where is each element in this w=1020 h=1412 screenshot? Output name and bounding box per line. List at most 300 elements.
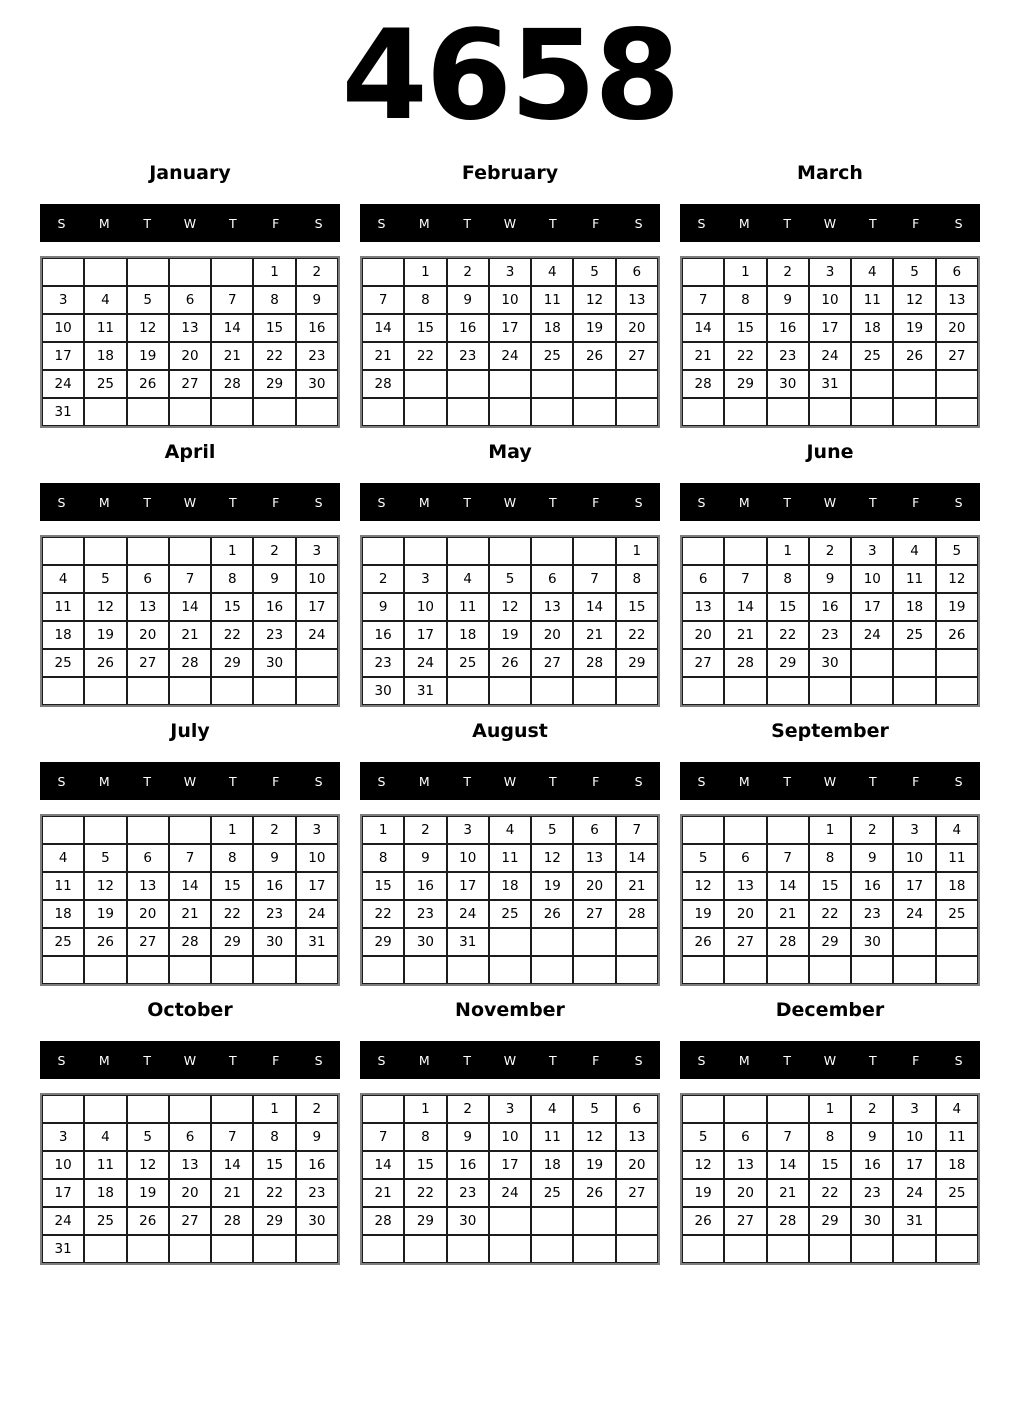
day-cell: 17 [489,1151,531,1179]
day-cell: 27 [127,928,169,956]
day-cell: 12 [682,872,724,900]
day-cell: 6 [573,816,615,844]
day-cell: 22 [724,342,766,370]
month-title: September [771,720,889,742]
day-cell: 31 [404,677,446,705]
day-cell: 3 [447,816,489,844]
month-march [680,160,980,428]
day-cell: 9 [447,286,489,314]
day-cell: 15 [404,314,446,342]
day-cell: 16 [851,1151,893,1179]
day-cell [489,677,531,705]
day-cell [767,956,809,984]
weekday-header-row [40,762,340,800]
day-cell: 5 [682,1123,724,1151]
day-cell: 6 [531,565,573,593]
day-cell: 28 [767,1207,809,1235]
day-cell [362,398,404,426]
day-cell: 18 [42,900,84,928]
day-cell [531,398,573,426]
day-cell [893,398,935,426]
day-cell: 30 [447,1207,489,1235]
month-february [360,160,660,428]
day-cell: 16 [767,314,809,342]
weekday-label: T [783,773,791,789]
day-cell: 23 [447,1179,489,1207]
day-cell [682,956,724,984]
weekday-label: S [954,215,963,231]
weekday-label: S [377,773,386,789]
day-cell: 18 [489,872,531,900]
day-cell: 9 [296,286,338,314]
day-cell: 17 [296,872,338,900]
day-cell: 7 [169,844,211,872]
day-cell: 26 [531,900,573,928]
day-cell: 8 [362,844,404,872]
day-cell: 9 [767,286,809,314]
day-cell: 31 [893,1207,935,1235]
day-cell [809,398,851,426]
day-cell [84,677,126,705]
day-cell: 3 [296,816,338,844]
weekday-label: W [823,773,837,789]
weekday-header-row [360,1041,660,1079]
weekday-label: T [869,215,877,231]
day-cell: 6 [616,258,658,286]
weekday-label: F [592,494,600,510]
day-cell [851,649,893,677]
day-cell: 29 [211,928,253,956]
day-cell: 1 [211,816,253,844]
weekday-label: M [738,1052,750,1068]
day-cell: 21 [767,900,809,928]
day-cell: 28 [362,370,404,398]
day-cell: 19 [127,1179,169,1207]
day-cell [531,956,573,984]
day-cell: 16 [296,314,338,342]
day-cell: 9 [809,565,851,593]
day-cell: 12 [489,593,531,621]
day-cell: 25 [851,342,893,370]
date-grid [40,535,340,707]
day-cell: 22 [809,1179,851,1207]
day-cell [851,398,893,426]
day-cell: 11 [531,1123,573,1151]
weekday-label: W [503,494,517,510]
day-cell: 5 [531,816,573,844]
day-cell [362,1095,404,1123]
weekday-label: W [183,773,197,789]
day-cell: 13 [616,1123,658,1151]
day-cell: 31 [809,370,851,398]
day-cell: 29 [211,649,253,677]
day-cell [211,398,253,426]
day-cell: 15 [404,1151,446,1179]
date-grid [40,814,340,986]
day-cell: 14 [169,872,211,900]
day-cell [447,398,489,426]
day-cell: 19 [893,314,935,342]
day-cell: 30 [404,928,446,956]
day-cell [531,1207,573,1235]
day-cell: 7 [211,286,253,314]
weekday-label: S [697,215,706,231]
day-cell [127,398,169,426]
day-cell: 16 [447,314,489,342]
day-cell: 2 [851,1095,893,1123]
day-cell [84,398,126,426]
weekday-header-row [40,1041,340,1079]
day-cell: 3 [851,537,893,565]
day-cell: 14 [682,314,724,342]
weekday-header-row [680,762,980,800]
day-cell: 3 [893,816,935,844]
day-cell: 5 [573,258,615,286]
weekday-label: S [377,215,386,231]
day-cell: 5 [84,565,126,593]
day-cell: 9 [362,593,404,621]
day-cell: 10 [296,565,338,593]
day-cell: 28 [169,649,211,677]
day-cell: 8 [809,844,851,872]
day-cell: 13 [682,593,724,621]
day-cell: 9 [296,1123,338,1151]
day-cell [724,956,766,984]
month-september [680,718,980,986]
day-cell [767,1095,809,1123]
day-cell: 21 [767,1179,809,1207]
weekday-label: S [314,1052,323,1068]
day-cell [211,956,253,984]
day-cell [682,537,724,565]
weekday-label: S [954,1052,963,1068]
day-cell: 12 [84,593,126,621]
day-cell: 31 [42,1235,84,1263]
day-cell [296,956,338,984]
day-cell: 24 [893,1179,935,1207]
day-cell: 24 [296,900,338,928]
day-cell: 13 [169,314,211,342]
day-cell [404,1235,446,1263]
day-cell: 27 [724,1207,766,1235]
day-cell: 29 [253,1207,295,1235]
day-cell [447,677,489,705]
day-cell: 4 [893,537,935,565]
day-cell: 8 [809,1123,851,1151]
day-cell [404,537,446,565]
day-cell: 19 [84,900,126,928]
day-cell: 1 [809,1095,851,1123]
day-cell: 23 [851,1179,893,1207]
day-cell: 18 [531,1151,573,1179]
day-cell: 13 [616,286,658,314]
day-cell: 14 [362,1151,404,1179]
day-cell [127,537,169,565]
day-cell: 23 [447,342,489,370]
day-cell: 17 [893,1151,935,1179]
weekday-header-row [680,1041,980,1079]
day-cell: 9 [851,844,893,872]
day-cell: 3 [296,537,338,565]
day-cell: 12 [893,286,935,314]
weekday-label: W [823,1052,837,1068]
day-cell [809,956,851,984]
day-cell: 17 [851,593,893,621]
day-cell: 1 [809,816,851,844]
day-cell: 22 [211,621,253,649]
year-title: 4658 [341,4,679,148]
day-cell: 14 [211,314,253,342]
day-cell: 20 [127,621,169,649]
day-cell: 25 [531,342,573,370]
day-cell: 12 [682,1151,724,1179]
day-cell: 17 [489,314,531,342]
day-cell: 24 [404,649,446,677]
day-cell: 29 [616,649,658,677]
weekday-label: M [418,1052,430,1068]
day-cell: 7 [362,286,404,314]
day-cell: 11 [936,1123,978,1151]
day-cell [682,258,724,286]
day-cell: 11 [42,872,84,900]
weekday-label: W [183,494,197,510]
weekday-label: S [954,773,963,789]
weekday-label: M [98,1052,110,1068]
day-cell: 27 [531,649,573,677]
date-grid [360,535,660,707]
day-cell [169,677,211,705]
day-cell [127,816,169,844]
weekday-label: T [229,494,237,510]
day-cell: 4 [936,816,978,844]
weekday-label: M [418,494,430,510]
day-cell [573,1235,615,1263]
day-cell: 18 [447,621,489,649]
day-cell: 27 [616,342,658,370]
day-cell [936,928,978,956]
month-title: May [488,441,532,463]
day-cell: 22 [616,621,658,649]
month-title: November [455,999,565,1021]
weekday-label: F [272,494,280,510]
day-cell: 5 [489,565,531,593]
day-cell: 11 [851,286,893,314]
day-cell: 20 [616,1151,658,1179]
weekday-label: F [272,773,280,789]
day-cell [724,537,766,565]
day-cell: 18 [936,872,978,900]
day-cell: 15 [767,593,809,621]
day-cell: 17 [447,872,489,900]
day-cell [42,537,84,565]
day-cell: 3 [404,565,446,593]
day-cell [169,258,211,286]
day-cell: 28 [169,928,211,956]
weekday-header-row [40,204,340,242]
day-cell [573,956,615,984]
day-cell: 19 [127,342,169,370]
day-cell: 11 [893,565,935,593]
day-cell [211,677,253,705]
weekday-label: M [738,773,750,789]
weekday-header-row [680,483,980,521]
day-cell: 9 [851,1123,893,1151]
weekday-label: W [503,1052,517,1068]
day-cell [489,928,531,956]
date-grid [360,814,660,986]
day-cell: 16 [404,872,446,900]
weekday-label: T [143,494,151,510]
day-cell: 23 [767,342,809,370]
weekday-label: M [738,215,750,231]
day-cell: 30 [851,928,893,956]
day-cell [296,1235,338,1263]
month-title: January [149,162,231,184]
day-cell: 12 [936,565,978,593]
day-cell [84,1235,126,1263]
day-cell [531,928,573,956]
day-cell [296,677,338,705]
day-cell [573,928,615,956]
day-cell: 31 [42,398,84,426]
day-cell: 30 [809,649,851,677]
day-cell: 22 [211,900,253,928]
month-title: April [164,441,216,463]
day-cell: 26 [573,342,615,370]
day-cell: 31 [296,928,338,956]
weekday-label: M [98,494,110,510]
day-cell [169,816,211,844]
day-cell: 20 [616,314,658,342]
day-cell: 29 [809,1207,851,1235]
day-cell: 19 [682,1179,724,1207]
weekday-label: W [823,494,837,510]
day-cell [404,956,446,984]
weekday-label: S [57,1052,66,1068]
day-cell [573,1207,615,1235]
month-title: March [797,162,863,184]
day-cell: 8 [724,286,766,314]
day-cell [616,677,658,705]
day-cell: 2 [447,1095,489,1123]
day-cell: 25 [447,649,489,677]
day-cell [616,1207,658,1235]
day-cell: 14 [362,314,404,342]
day-cell [42,816,84,844]
day-cell [253,677,295,705]
date-grid [40,1093,340,1265]
day-cell: 15 [211,593,253,621]
day-cell: 4 [447,565,489,593]
day-cell: 10 [447,844,489,872]
day-cell [169,537,211,565]
weekday-header-row [360,204,660,242]
weekday-label: F [592,1052,600,1068]
day-cell: 14 [616,844,658,872]
month-october [40,997,340,1265]
day-cell: 8 [616,565,658,593]
weekday-header-row [360,762,660,800]
day-cell [489,1235,531,1263]
day-cell: 22 [253,342,295,370]
day-cell: 1 [404,1095,446,1123]
weekday-label: T [229,773,237,789]
day-cell: 26 [893,342,935,370]
day-cell: 18 [936,1151,978,1179]
date-grid [40,256,340,428]
weekday-label: T [143,1052,151,1068]
day-cell: 11 [84,1151,126,1179]
day-cell: 20 [573,872,615,900]
day-cell: 5 [573,1095,615,1123]
day-cell [682,816,724,844]
weekday-label: T [463,1052,471,1068]
weekday-label: T [783,494,791,510]
day-cell: 23 [362,649,404,677]
day-cell [936,649,978,677]
day-cell: 23 [404,900,446,928]
day-cell [893,928,935,956]
day-cell [767,1235,809,1263]
day-cell: 2 [362,565,404,593]
weekday-label: T [463,494,471,510]
day-cell [84,537,126,565]
day-cell: 21 [211,1179,253,1207]
day-cell [724,677,766,705]
day-cell: 11 [42,593,84,621]
day-cell: 20 [724,1179,766,1207]
day-cell: 24 [296,621,338,649]
day-cell: 30 [296,1207,338,1235]
day-cell [42,956,84,984]
day-cell: 26 [936,621,978,649]
day-cell: 15 [616,593,658,621]
weekday-label: M [98,215,110,231]
day-cell [362,956,404,984]
day-cell [616,1235,658,1263]
day-cell [362,537,404,565]
day-cell [127,1235,169,1263]
day-cell [42,258,84,286]
weekday-label: W [183,215,197,231]
day-cell [127,677,169,705]
day-cell: 8 [253,1123,295,1151]
day-cell: 29 [767,649,809,677]
weekday-label: S [314,773,323,789]
day-cell: 6 [616,1095,658,1123]
day-cell: 27 [127,649,169,677]
day-cell: 26 [127,1207,169,1235]
day-cell [724,1095,766,1123]
month-title: December [775,999,885,1021]
day-cell [936,1207,978,1235]
day-cell: 3 [42,286,84,314]
day-cell: 4 [489,816,531,844]
weekday-label: F [912,1052,920,1068]
day-cell: 27 [936,342,978,370]
day-cell: 23 [253,621,295,649]
day-cell [809,1235,851,1263]
calendar-grid [0,160,1020,1265]
day-cell: 8 [767,565,809,593]
day-cell: 6 [127,565,169,593]
date-grid [680,1093,980,1265]
weekday-label: T [869,1052,877,1068]
day-cell: 8 [253,286,295,314]
day-cell: 13 [724,1151,766,1179]
day-cell: 24 [42,370,84,398]
month-june [680,439,980,707]
